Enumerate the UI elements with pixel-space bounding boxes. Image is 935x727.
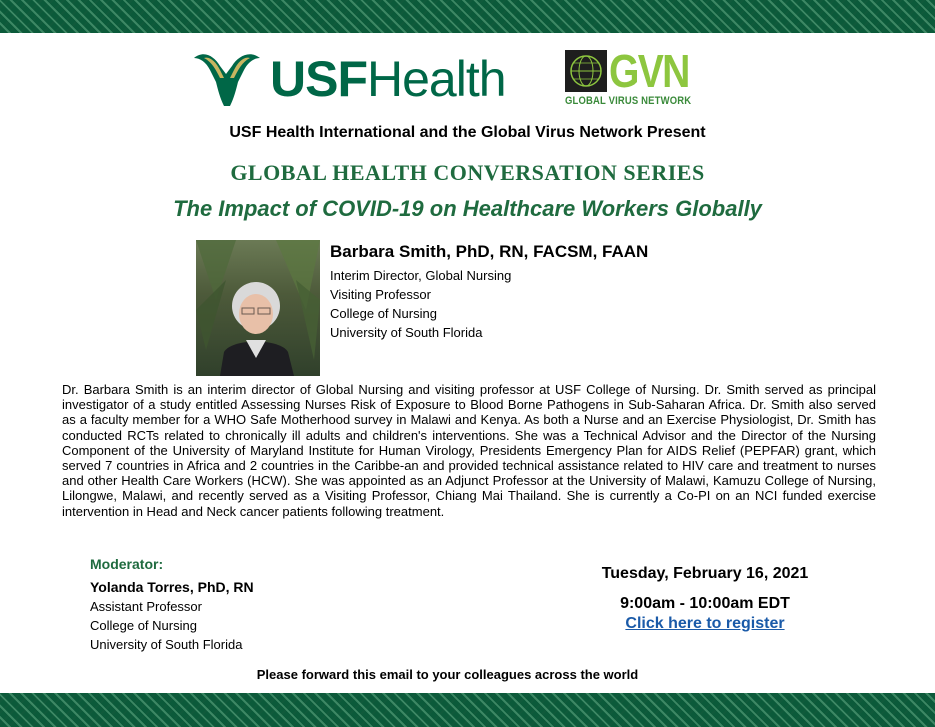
speaker-title-line: Interim Director, Global Nursing bbox=[330, 268, 512, 283]
forward-note: Please forward this email to your colleagues across the world bbox=[256, 667, 639, 682]
moderator-title-line: University of South Florida bbox=[90, 637, 243, 652]
gvn-logo bbox=[565, 45, 692, 110]
bottom-pattern-band bbox=[0, 693, 935, 727]
speaker-title-line: University of South Florida bbox=[330, 325, 483, 340]
series-title: GLOBAL HEALTH CONVERSATION SERIES bbox=[230, 160, 705, 185]
usf-health-logo bbox=[190, 46, 510, 112]
usf-logo-light: Health bbox=[367, 51, 506, 107]
speaker-bio: Dr. Barbara Smith is an interim director of Global Nursing and visiting professor at USF College of Nursing. Dr. Smith served as principal investigator of a study entitled Assessing Nurses Risk of Exposure to Blood Borne Pathogens in Sub-Saharan Africa. Dr. Smith also served as a faculty member for a WHO Safe Motherhood survey in Malawi and Kenya. As both a Nurse and an Exercise Physiologist, Dr. Smith has conducted RCTs related to chronically ill adults and children's interventions. She was a Technical Advisor and the Director of the Nursing Component of the University of Maryland Institute for Human Virology, Presidents Emergency Plan for AIDS Relief (PEPFAR) grant, which served 7 countries in Africa and 2 countries in the Caribbe-an and provided technical assistance related to HIV care and treatment to nurses and other Health Care Workers (HCW). She was appointed as an Adjunct Professor at the University of Malawi, Kamuzu College of Nursing, Lilongwe, Malawi, and recently served as a Visiting Professor, Chiang Mai Thailand. She is currently a Co-PI on an NCI funded exercise intervention in Head and Neck cancer patients following treatment. bbox=[62, 382, 876, 519]
usf-bull-icon bbox=[190, 48, 264, 110]
moderator-label: Moderator: bbox=[90, 556, 164, 572]
register-link[interactable]: Click here to register bbox=[625, 615, 785, 632]
usf-logo-bold: USF bbox=[270, 51, 367, 107]
event-time: 9:00am - 10:00am EDT bbox=[620, 595, 790, 612]
event-date: Tuesday, February 16, 2021 bbox=[601, 565, 809, 582]
speaker-info bbox=[330, 242, 750, 342]
moderator-title-line: Assistant Professor bbox=[90, 599, 202, 614]
speaker-name: Barbara Smith, PhD, RN, FACSM, FAAN bbox=[330, 242, 649, 261]
speaker-title-line: Visiting Professor bbox=[330, 287, 431, 302]
event-subtitle: The Impact of COVID-19 on Healthcare Workers Globally bbox=[173, 196, 762, 221]
event-details bbox=[560, 565, 850, 633]
speaker-photo bbox=[196, 240, 320, 376]
globe-icon bbox=[565, 50, 607, 92]
presenters-heading: USF Health International and the Global Virus Network Present bbox=[229, 124, 706, 141]
moderator-name: Yolanda Torres, PhD, RN bbox=[90, 579, 254, 595]
speaker-title-line: College of Nursing bbox=[330, 306, 437, 321]
gvn-logo-letters: GVN bbox=[609, 45, 689, 97]
gvn-logo-subtitle: GLOBAL VIRUS NETWORK bbox=[565, 95, 692, 107]
moderator-title-line: College of Nursing bbox=[90, 618, 197, 633]
moderator-info bbox=[90, 556, 410, 654]
top-pattern-band bbox=[0, 0, 935, 33]
